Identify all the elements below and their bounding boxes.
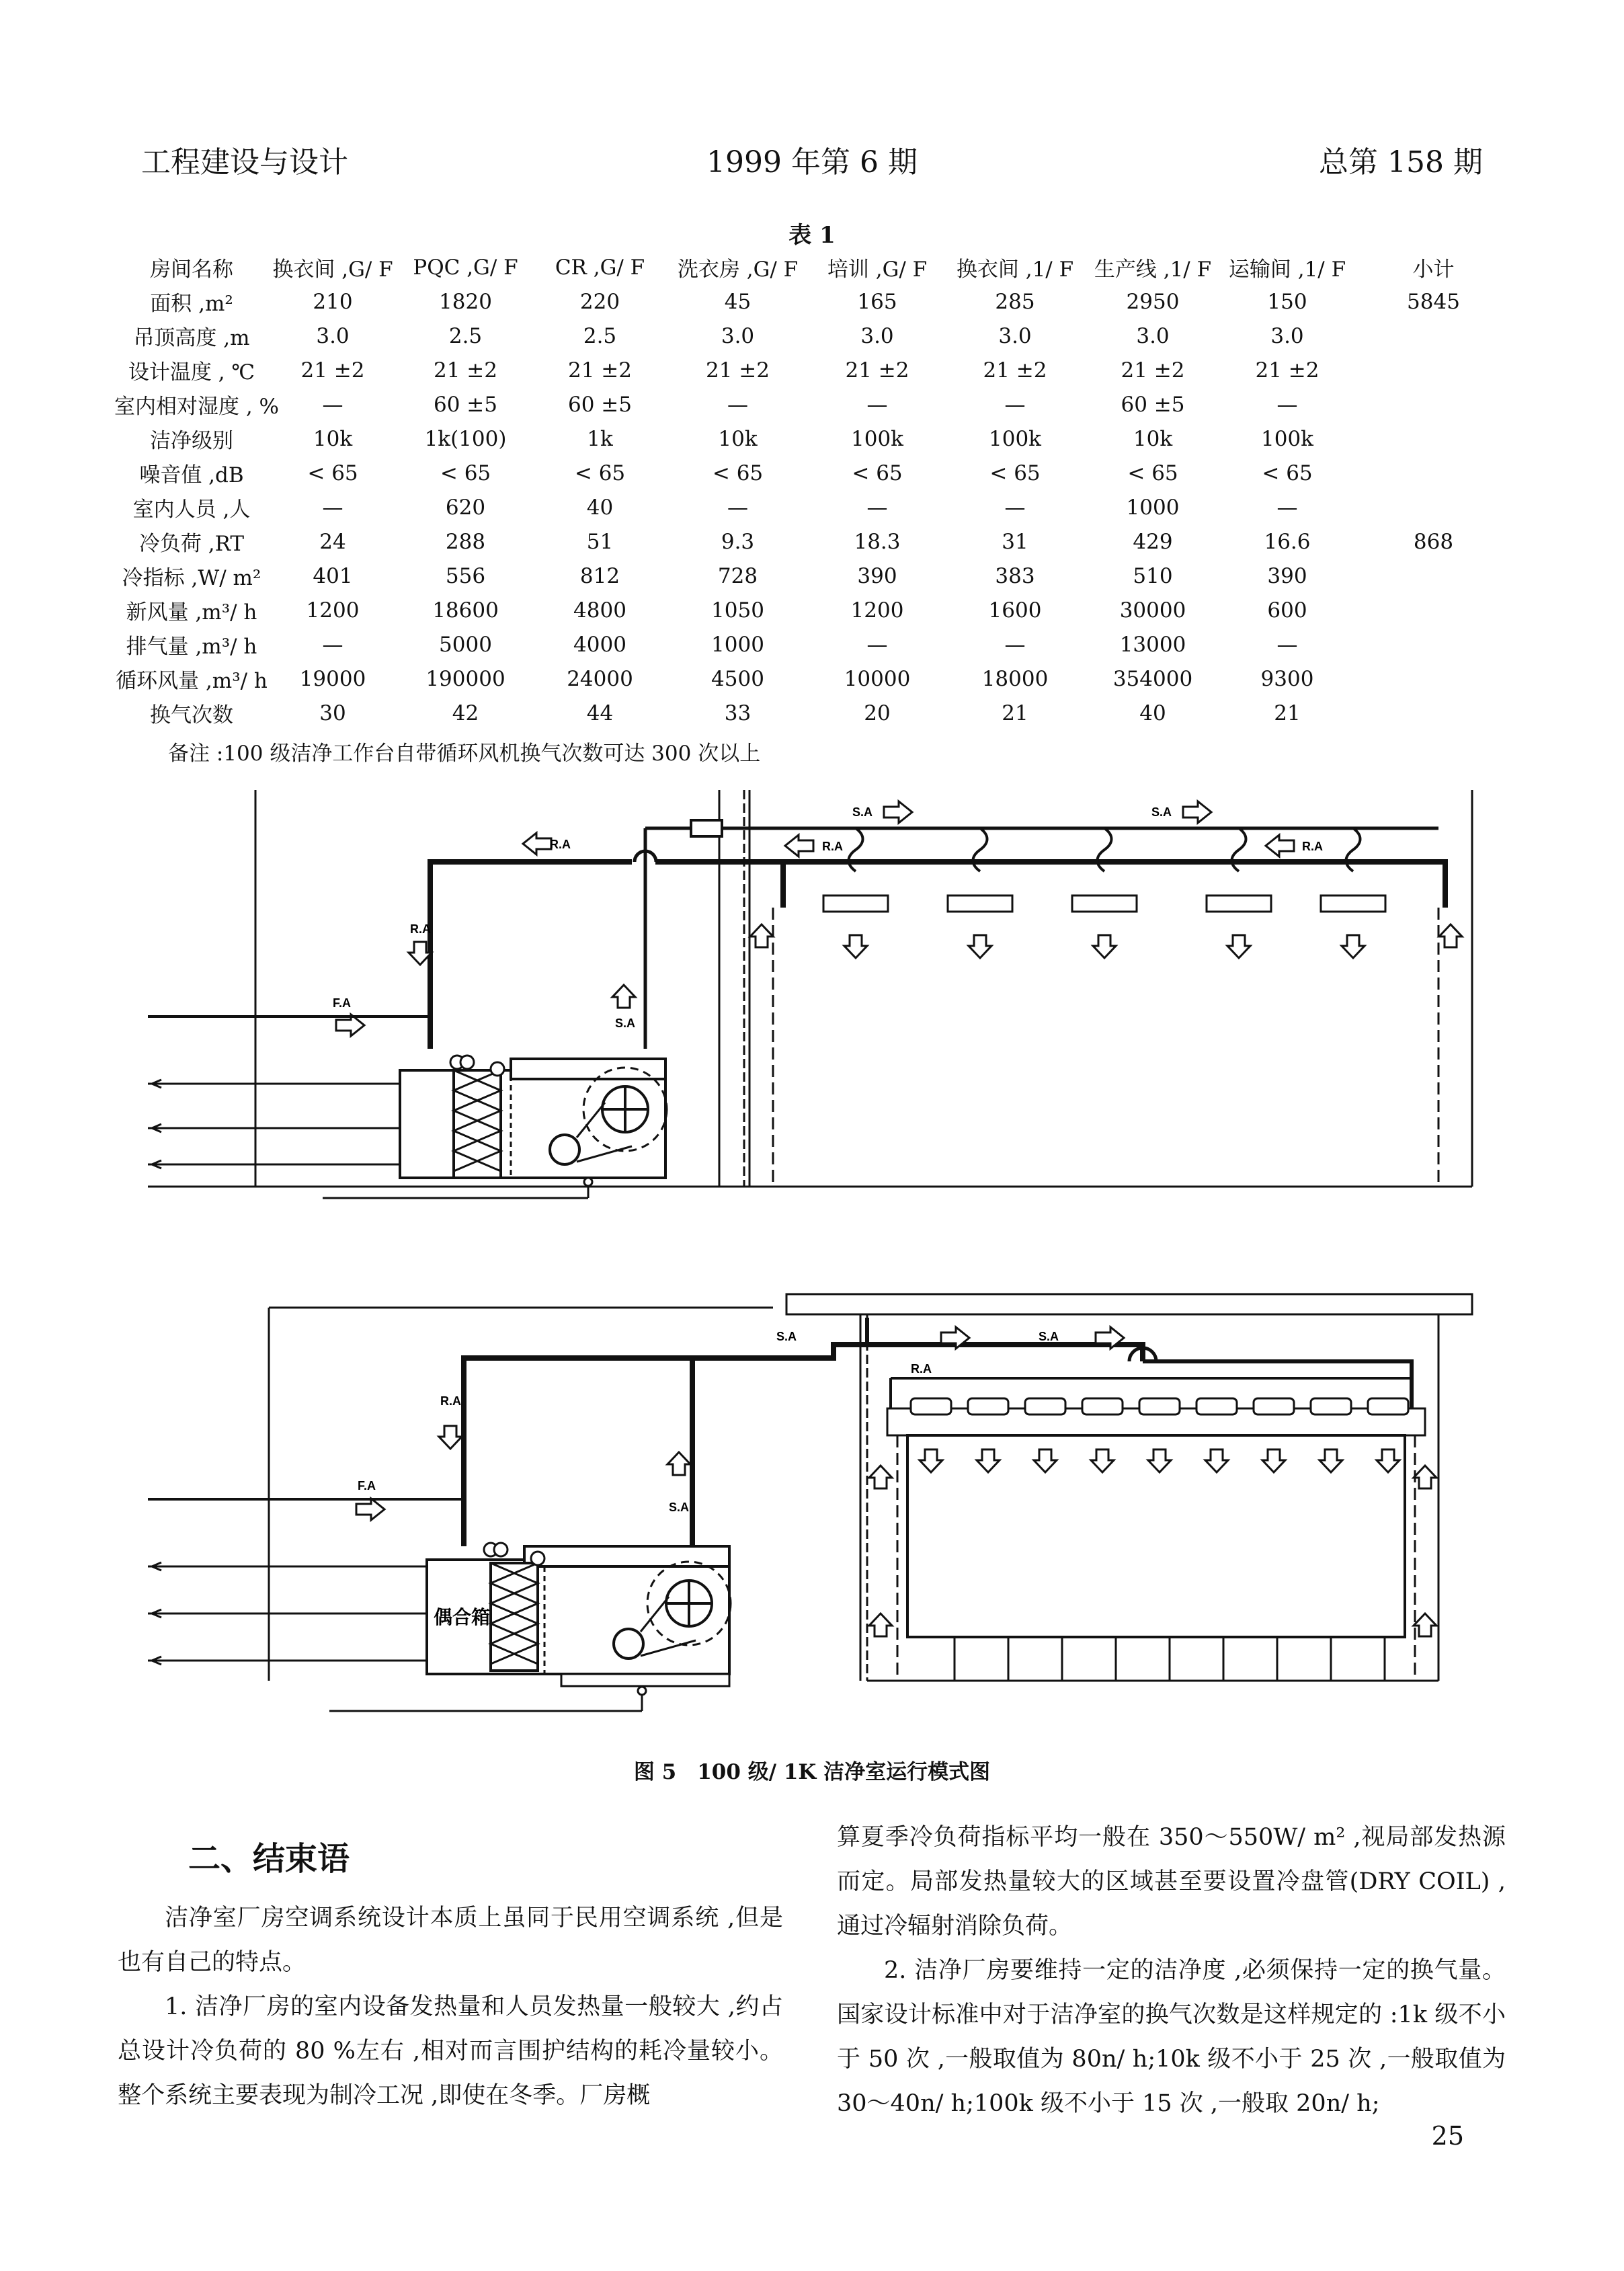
table-cell: — xyxy=(866,632,888,657)
table-cell: 42 xyxy=(452,701,479,725)
table-cell: 868 xyxy=(1413,529,1454,554)
table-header-cell: 换衣间 ,G/ F xyxy=(272,257,393,282)
table-cell: 220 xyxy=(579,289,620,314)
row-label: 换气次数 xyxy=(150,703,233,727)
journal-title: 工程建设与设计 xyxy=(141,145,348,180)
table-title: 表 1 xyxy=(788,222,836,249)
table-header-cell: PQC ,G/ F xyxy=(413,255,518,280)
table-cell: 30 xyxy=(319,701,346,725)
label-fa: F.A xyxy=(358,1479,376,1492)
table-cell: 21 ±2 xyxy=(1121,358,1185,383)
table-cell: 1k xyxy=(587,426,613,451)
label-fa: F.A xyxy=(333,996,351,1010)
table-cell: < 65 xyxy=(989,461,1041,485)
paragraph: 算夏季冷负荷指标平均一般在 350～550W/ m² ,视局部发热源而定。局部发热量较大的区域甚至要设置冷盘管(DRY COIL) ,通过冷辐射消除负荷。 xyxy=(837,1824,1506,1940)
table-row xyxy=(114,696,1512,730)
row-label: 噪音值 ,dB xyxy=(139,463,244,487)
row-label: 面积 ,m² xyxy=(150,292,233,316)
table-cell: 60 ±5 xyxy=(568,392,632,417)
paragraph: 洁净室厂房空调系统设计本质上虽同于民用空调系统 ,但是也有自己的特点。 xyxy=(118,1905,783,1976)
table-cell: — xyxy=(727,495,748,520)
table-header-cell: CR ,G/ F xyxy=(555,255,645,280)
table-header-row xyxy=(114,250,1512,284)
row-label: 吊顶高度 ,m xyxy=(133,326,250,350)
table-cell: 401 xyxy=(313,563,353,588)
row-label: 室内相对湿度 , % xyxy=(114,395,280,419)
table-cell xyxy=(1354,387,1512,422)
label-sa: S.A xyxy=(1039,1330,1059,1343)
coupling-box-label: 偶合箱 xyxy=(434,1606,491,1628)
table-header-cell: 运输间 ,1/ F xyxy=(1228,257,1346,282)
table-cell: 510 xyxy=(1133,563,1173,588)
table-cell: — xyxy=(322,392,343,417)
table-cell: 210 xyxy=(313,289,353,314)
paragraph: 1. 洁净厂房的室内设备发热量和人员发热量一般较大 ,约占总设计冷负荷的 80 %左右 ,相对而言围护结构的耗冷量较小。整个系统主要表现为制冷工况 ,即使在冬季。厂房概 xyxy=(118,1993,783,2109)
table-cell: 16.6 xyxy=(1264,529,1311,554)
figure-caption: 图 5 100 级/ 1K 洁净室运行模式图 xyxy=(633,1760,991,1784)
table-row xyxy=(114,627,1512,662)
row-label: 冷负荷 ,RT xyxy=(138,532,245,556)
lower-diagram xyxy=(148,1294,1472,1711)
row-label: 设计温度 , ℃ xyxy=(128,360,255,385)
table-cell: 2.5 xyxy=(583,323,617,348)
table-cell: 21 ±2 xyxy=(983,358,1047,383)
table-row xyxy=(114,662,1512,696)
table-cell xyxy=(1354,422,1512,456)
table-row xyxy=(114,490,1512,524)
label-ra: R.A xyxy=(440,1394,461,1408)
table-cell: — xyxy=(1004,495,1026,520)
label-sa: S.A xyxy=(669,1501,690,1514)
table-cell: < 65 xyxy=(574,461,626,485)
table-cell: — xyxy=(1004,392,1026,417)
table-cell: 60 ±5 xyxy=(434,392,497,417)
table-cell: 18600 xyxy=(432,598,499,623)
table-cell: 3.0 xyxy=(1136,323,1170,348)
table-cell: 40 xyxy=(1139,701,1166,725)
table-cell: — xyxy=(322,632,343,657)
table-cell: 390 xyxy=(857,563,897,588)
table-cell: 21 ±2 xyxy=(706,358,770,383)
table-cell: 60 ±5 xyxy=(1121,392,1185,417)
total-issue-label: 总第 158 期 xyxy=(1319,145,1483,180)
table-cell: < 65 xyxy=(440,461,491,485)
table-cell: 3.0 xyxy=(316,323,350,348)
table-cell: 2950 xyxy=(1126,289,1180,314)
table-cell xyxy=(1354,490,1512,524)
table-cell: 556 xyxy=(445,563,486,588)
table-cell: 620 xyxy=(445,495,486,520)
table-cell: 30000 xyxy=(1119,598,1186,623)
table-cell xyxy=(1354,696,1512,730)
table-cell: 1200 xyxy=(306,598,360,623)
table-cell: 13000 xyxy=(1119,632,1186,657)
label-ra: R.A xyxy=(822,840,843,853)
table-row xyxy=(114,319,1512,353)
table-cell: 4000 xyxy=(573,632,626,657)
table-cell: 21 ±2 xyxy=(300,358,365,383)
table-row xyxy=(114,422,1512,456)
figure-diagram xyxy=(0,773,1624,1748)
table-cell: 1050 xyxy=(711,598,764,623)
table-cell: 165 xyxy=(857,289,897,314)
table-cell: < 65 xyxy=(1127,461,1178,485)
table-cell: < 65 xyxy=(712,461,764,485)
row-label: 冷指标 ,W/ m² xyxy=(122,566,261,590)
table-cell: 3.0 xyxy=(721,323,755,348)
table-cell: 5000 xyxy=(439,632,492,657)
table-note: 备注 :100 级洁净工作台自带循环风机换气次数可达 300 次以上 xyxy=(168,742,761,766)
label-sa: S.A xyxy=(776,1330,797,1343)
table-cell: 9.3 xyxy=(721,529,755,554)
table-cell: — xyxy=(1004,632,1026,657)
table-cell: 18000 xyxy=(981,666,1049,691)
table-row xyxy=(114,593,1512,627)
table-header-cell: 培训 ,G/ F xyxy=(827,257,928,282)
table-cell xyxy=(1354,456,1512,490)
table-cell: 21 ±2 xyxy=(434,358,497,383)
table-cell: — xyxy=(727,392,748,417)
table-cell: — xyxy=(866,392,888,417)
label-ra: R.A xyxy=(1302,840,1323,853)
table-cell: 51 xyxy=(586,529,614,554)
row-label: 新风量 ,m³/ h xyxy=(126,600,257,625)
table-cell: 3.0 xyxy=(1270,323,1304,348)
table-cell: 812 xyxy=(579,563,620,588)
table-header-cell: 洗衣房 ,G/ F xyxy=(677,257,799,282)
issue-label: 1999 年第 6 期 xyxy=(706,145,918,180)
page-number: 25 xyxy=(1431,2121,1464,2151)
table-cell xyxy=(1354,319,1512,353)
table-row xyxy=(114,524,1512,559)
right-column xyxy=(837,1815,1506,2126)
table-cell: 31 xyxy=(1002,529,1028,554)
table-cell: — xyxy=(322,495,343,520)
table-cell: 21 ±2 xyxy=(845,358,909,383)
table-row xyxy=(114,559,1512,593)
table-cell: 3.0 xyxy=(998,323,1032,348)
row-label: 室内人员 ,人 xyxy=(132,497,251,522)
table-cell xyxy=(1354,353,1512,387)
label-ra: R.A xyxy=(410,922,431,936)
table-cell: 21 xyxy=(1002,701,1028,725)
table-cell: 4500 xyxy=(711,666,764,691)
table-cell xyxy=(1354,559,1512,593)
table-cell: 1000 xyxy=(1126,495,1180,520)
table-cell: — xyxy=(866,495,888,520)
table-cell: 728 xyxy=(717,563,758,588)
table-cell: 1600 xyxy=(988,598,1042,623)
table-cell: 100k xyxy=(851,426,903,451)
table-cell: 100k xyxy=(1261,426,1313,451)
table-cell xyxy=(1354,662,1512,696)
table-cell: 40 xyxy=(586,495,614,520)
table-cell: 33 xyxy=(724,701,752,725)
table-cell: 21 ±2 xyxy=(1255,358,1320,383)
table-cell: 1200 xyxy=(850,598,904,623)
left-column xyxy=(118,1829,783,2118)
table-cell: 285 xyxy=(995,289,1035,314)
table-cell: 21 xyxy=(1274,701,1301,725)
table-cell: — xyxy=(1276,392,1298,417)
table-cell: 600 xyxy=(1267,598,1307,623)
table-cell: < 65 xyxy=(307,461,358,485)
table-cell: — xyxy=(1276,495,1298,520)
table-cell: 10k xyxy=(313,426,353,451)
table-header-cell: 房间名称 xyxy=(150,257,233,282)
table-cell: 18.3 xyxy=(854,529,901,554)
table-cell: 1k(100) xyxy=(424,426,507,451)
table-cell: 45 xyxy=(724,289,752,314)
table-cell: 150 xyxy=(1267,289,1307,314)
table-cell: 24 xyxy=(319,529,346,554)
table-cell: 9300 xyxy=(1260,666,1314,691)
table-cell: 10k xyxy=(718,426,758,451)
table-row xyxy=(114,353,1512,387)
table-cell: < 65 xyxy=(1262,461,1313,485)
label-ra: R.A xyxy=(550,838,571,851)
table-header-cell: 换衣间 ,1/ F xyxy=(956,257,1074,282)
label-sa: S.A xyxy=(852,805,873,819)
table-cell: 10k xyxy=(1133,426,1173,451)
row-label: 排气量 ,m³/ h xyxy=(126,635,257,659)
table-cell: 21 ±2 xyxy=(568,358,632,383)
table-cell: 3.0 xyxy=(860,323,894,348)
table-cell: 288 xyxy=(445,529,486,554)
table-cell: 1820 xyxy=(439,289,492,314)
paragraph: 2. 洁净厂房要维持一定的洁净度 ,必须保持一定的换气量。国家设计标准中对于洁净室的换气次数是这样规定的 :1k 级不小于 50 次 ,一般取值为 80n/ h;10k 级不小于 25 次 ,一般取值为 30～40n/ h;100k 级不小于 15 次 ,一般取 20n/ h; xyxy=(837,1957,1506,2117)
table-cell: 390 xyxy=(1267,563,1307,588)
table-cell: 190000 xyxy=(425,666,505,691)
table-cell: 1000 xyxy=(711,632,764,657)
table-header-cell: 小计 xyxy=(1412,257,1455,282)
upper-diagram xyxy=(148,790,1472,1198)
table-row xyxy=(114,456,1512,490)
row-label: 洁净级别 xyxy=(150,429,233,453)
table-cell xyxy=(1354,627,1512,662)
table-cell: 4800 xyxy=(573,598,626,623)
table-cell: 24000 xyxy=(567,666,633,691)
table-cell: — xyxy=(1276,632,1298,657)
table-header-cell: 生产线 ,1/ F xyxy=(1094,257,1212,282)
table-cell: 10000 xyxy=(844,666,911,691)
label-sa: S.A xyxy=(615,1017,636,1030)
label-sa: S.A xyxy=(1151,805,1172,819)
data-table xyxy=(114,250,1512,730)
table-cell: 2.5 xyxy=(448,323,483,348)
section-title: 二、结束语 xyxy=(188,1840,350,1878)
table-cell xyxy=(1354,593,1512,627)
table-cell: 383 xyxy=(995,563,1035,588)
label-ra: R.A xyxy=(911,1362,932,1376)
table-cell: 44 xyxy=(586,701,614,725)
table-cell: 5845 xyxy=(1407,289,1460,314)
table-row xyxy=(114,387,1512,422)
table-cell: 100k xyxy=(989,426,1041,451)
table-cell: 19000 xyxy=(299,666,366,691)
row-label: 循环风量 ,m³/ h xyxy=(116,669,268,693)
table-row xyxy=(114,284,1512,319)
table-cell: 20 xyxy=(864,701,891,725)
table-cell: 354000 xyxy=(1112,666,1193,691)
table-cell: < 65 xyxy=(852,461,903,485)
table-cell: 429 xyxy=(1133,529,1173,554)
